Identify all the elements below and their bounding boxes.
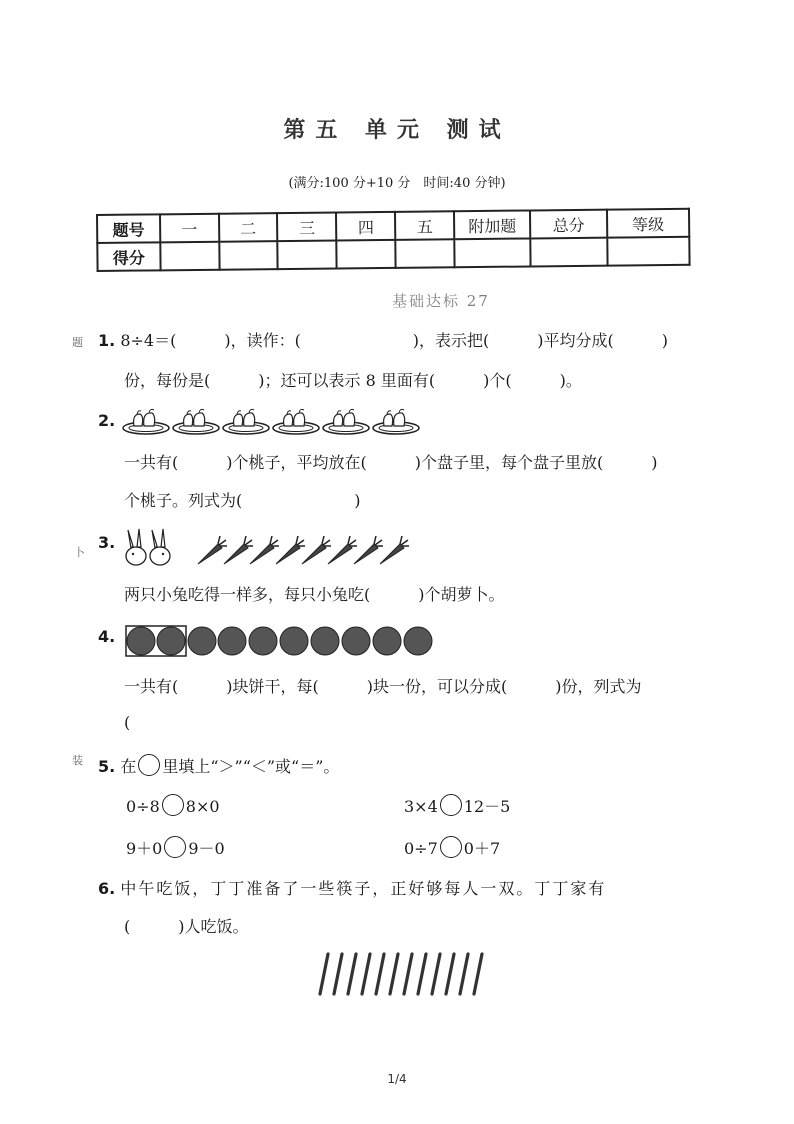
question-4-line-2: (	[124, 713, 131, 732]
question-number: 2.	[98, 411, 116, 430]
score-input-cell	[607, 237, 690, 266]
rabbit-icon	[150, 529, 170, 565]
plate-icon	[223, 409, 269, 434]
chopstick-icon	[418, 954, 426, 994]
answer-circle[interactable]	[440, 836, 462, 858]
question-number: 1.	[98, 331, 116, 350]
score-cell: 附加题	[454, 210, 531, 239]
score-input-cell	[531, 238, 608, 267]
score-cell: 题号	[97, 214, 160, 243]
expression-left: 3×4	[404, 797, 438, 816]
question-number: 5.	[98, 757, 116, 776]
cookies-picture	[124, 622, 444, 660]
score-input-cell	[278, 240, 337, 269]
page-title: 第五 单元 测试	[283, 117, 511, 143]
cookie-icon	[404, 627, 432, 655]
comparison-item	[126, 794, 220, 818]
circle-icon	[138, 754, 160, 776]
cookie-icon	[157, 627, 185, 655]
carrot-icon	[328, 536, 357, 564]
score-cell: 三	[277, 212, 336, 241]
expression-right: 9－0	[188, 839, 225, 858]
expression-right: 8×0	[185, 797, 220, 816]
plate-icon	[273, 409, 319, 434]
carrot-icon	[250, 536, 279, 564]
score-cell: 一	[160, 214, 219, 243]
question-1	[98, 330, 668, 352]
comparison-item	[404, 794, 510, 818]
peach-plates-picture	[122, 402, 422, 438]
answer-circle[interactable]	[440, 794, 462, 816]
comparison-item	[404, 836, 500, 860]
carrot-icon	[380, 536, 409, 564]
section-heading: 基础达标 27	[392, 292, 490, 310]
chopstick-icon	[334, 954, 342, 994]
rabbits-carrots-picture	[122, 526, 412, 570]
cookie-icon	[249, 627, 277, 655]
chopstick-icon	[362, 954, 370, 994]
score-input-cell	[337, 240, 396, 269]
question-6-line-2: ( )人吃饭。	[124, 917, 249, 936]
chopstick-icon	[376, 954, 384, 994]
cookie-icon	[218, 627, 246, 655]
answer-circle[interactable]	[164, 836, 186, 858]
question-text: 里填上“＞”“＜”或“＝”。	[162, 757, 340, 776]
carrot-icon	[224, 536, 253, 564]
expression-left: 0÷7	[404, 839, 438, 858]
expression-left: 0÷8	[126, 797, 160, 816]
score-input-cell	[395, 239, 454, 268]
chopstick-icon	[474, 954, 482, 994]
question-5	[98, 754, 339, 778]
answer-circle[interactable]	[162, 794, 184, 816]
score-table-score-row	[97, 237, 689, 271]
chopstick-icon	[460, 954, 468, 994]
score-cell: 得分	[97, 242, 160, 271]
cookie-icon	[188, 627, 216, 655]
cookie-icon	[342, 627, 370, 655]
question-4-number	[98, 626, 115, 648]
question-4-line-1: 一共有( )块饼干，每( )块一份，可以分成( )份，列式为	[124, 677, 642, 696]
expression-left: 9＋0	[126, 839, 163, 858]
score-cell: 等级	[607, 209, 690, 238]
carrot-icon	[276, 536, 305, 564]
rabbit-icon	[126, 529, 146, 565]
carrot-icon	[302, 536, 331, 564]
chopstick-icon	[404, 954, 412, 994]
score-cell: 四	[336, 212, 395, 241]
expression-right: 0＋7	[463, 839, 501, 858]
cookie-icon	[311, 627, 339, 655]
question-text: 在	[120, 757, 137, 776]
question-number: 4.	[98, 627, 116, 646]
chopstick-icon	[446, 954, 454, 994]
question-3-line-1: 两只小兔吃得一样多，每只小兔吃( )个胡萝卜。	[124, 585, 505, 604]
question-2-number	[98, 410, 115, 432]
chopstick-icon	[390, 954, 398, 994]
score-input-cell	[160, 242, 219, 271]
question-2-line-1: 一共有( )个桃子，平均放在( )个盘子里，每个盘子里放( )	[124, 453, 658, 472]
score-cell: 五	[395, 211, 454, 240]
plate-icon	[123, 409, 169, 434]
chopstick-icon	[320, 954, 328, 994]
cookie-icon	[127, 627, 155, 655]
margin-mark: 题	[72, 336, 83, 349]
question-number: 3.	[98, 533, 116, 552]
plate-icon	[323, 409, 369, 434]
question-1-line-2: 份，每份是( )；还可以表示 8 里面有( )个( )。	[124, 371, 582, 390]
chopstick-icon	[348, 954, 356, 994]
carrot-icon	[198, 536, 227, 564]
cookie-icon	[373, 627, 401, 655]
plate-icon	[173, 409, 219, 434]
comparison-item	[126, 836, 225, 860]
carrot-icon	[354, 536, 383, 564]
question-number: 6.	[98, 879, 116, 898]
score-input-cell	[219, 241, 278, 270]
question-6	[98, 878, 606, 900]
expression-right: 12－5	[463, 797, 511, 816]
score-cell: 二	[219, 213, 278, 242]
plate-icon	[373, 409, 419, 434]
chopstick-icon	[432, 954, 440, 994]
cookie-icon	[280, 627, 308, 655]
score-cell: 总分	[530, 210, 607, 239]
question-2-line-2: 个桃子。列式为( )	[124, 491, 361, 510]
question-text: 中午吃饭，丁丁准备了一些筷子，正好够每人一双。丁丁家有	[120, 879, 607, 898]
page-number: 1/4	[387, 1072, 407, 1086]
score-table	[96, 208, 691, 272]
margin-mark: 装	[72, 754, 83, 767]
score-input-cell	[454, 238, 531, 267]
chopsticks-picture	[316, 950, 496, 1000]
question-text: 8÷4＝( )，读作：( )，表示把( )平均分成( )	[120, 331, 669, 350]
question-3-number	[98, 532, 115, 554]
margin-mark: 卜	[74, 546, 85, 559]
page-subtitle: (满分:100 分+10 分 时间:40 分钟)	[288, 176, 506, 191]
